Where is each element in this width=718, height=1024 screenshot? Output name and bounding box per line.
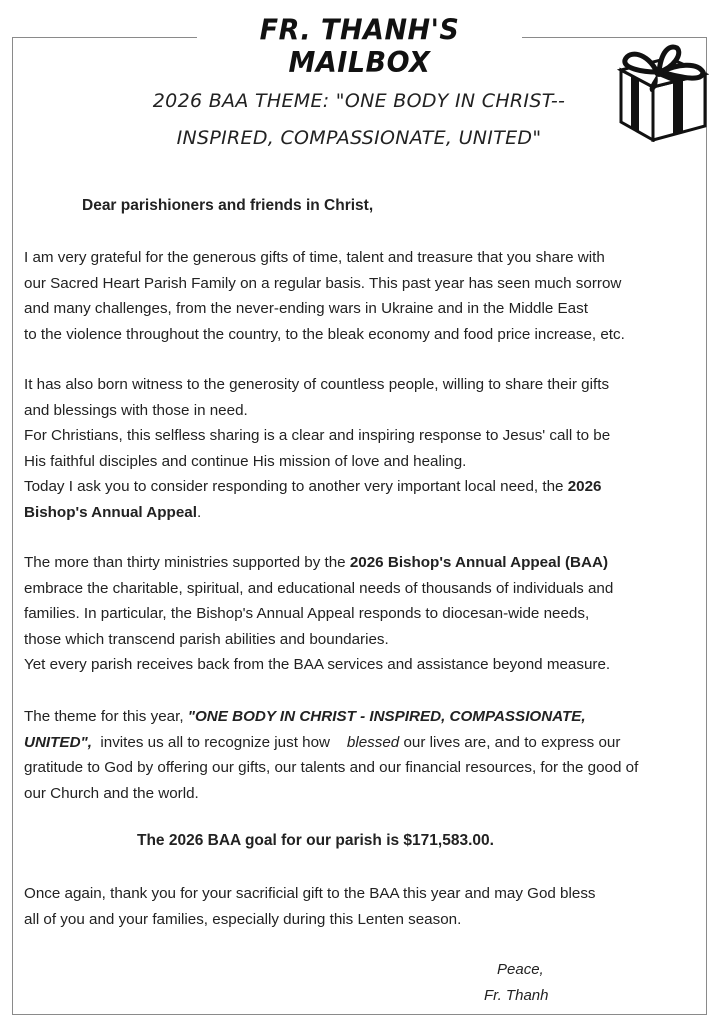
text-line: gratitude to God by offering our gifts, our talents and our financial resources, for the good of — [24, 759, 639, 776]
paragraph-2 — [24, 372, 704, 525]
text-line — [24, 704, 704, 730]
text-span: invites us all to recognize just how — [91, 733, 335, 751]
text-line: Yet every parish receives back from the BAA services and assistance beyond measure. — [24, 656, 611, 673]
masthead-title: FR. THANH'S MAILBOX — [259, 14, 460, 80]
closing-paragraph — [24, 881, 704, 932]
bold-italic-span: UNITED", — [24, 733, 92, 751]
bold-span: 2026 — [567, 478, 602, 495]
text-line — [24, 500, 704, 526]
greeting: Dear parishioners and friends in Christ, — [82, 197, 374, 214]
italic-span: blessed — [346, 733, 400, 751]
text-line — [24, 730, 704, 756]
text-line — [24, 550, 704, 576]
text-span: our lives are, and to express our — [399, 733, 621, 751]
text-span: The more than thirty ministries supported by the — [24, 554, 350, 571]
text-span: Today I ask you to consider responding to another very important local need, the — [24, 478, 568, 495]
text-line: I am very grateful for the generous gifts of time, talent and treasure that you share with — [24, 249, 605, 266]
text-line: and blessings with those in need. — [24, 401, 248, 419]
text-line: our Church and the world. — [24, 784, 199, 802]
text-line: embrace the charitable, spiritual, and educational needs of thousands of individuals and — [24, 579, 614, 597]
theme-line-2: INSPIRED, COMPASSIONATE, UNITED" — [176, 127, 542, 149]
text-span: . — [196, 503, 202, 521]
signature-name: Fr. Thanh — [484, 987, 549, 1004]
parish-goal: The 2026 BAA goal for our parish is $171,583.00. — [137, 832, 494, 849]
text-line: It has also born witness to the generosity of countless people, willing to share their gifts — [24, 376, 610, 393]
text-line: and many challenges, from the never-ending wars in Ukraine and in the Middle East — [24, 300, 588, 317]
text-line: families. In particular, the Bishop's Annual Appeal responds to diocesan-wide needs, — [24, 605, 590, 622]
text-line: all of you and your families, especially during this Lenten season. — [24, 910, 462, 928]
text-line — [24, 474, 704, 500]
text-line: His faithful disciples and continue His mission of love and healing. — [24, 452, 467, 470]
paragraph-1 — [24, 245, 704, 347]
paragraph-4 — [24, 704, 704, 806]
text-line: our Sacred Heart Parish Family on a regular basis. This past year has seen much sorrow — [24, 274, 622, 292]
text-line: Once again, thank you for your sacrificial gift to the BAA this year and may God bless — [24, 885, 596, 902]
bold-italic-span: "ONE BODY IN CHRIST - INSPIRED, COMPASSIONATE, — [187, 708, 586, 725]
text-line: For Christians, this selfless sharing is a clear and inspiring response to Jesus' call to be — [24, 427, 611, 444]
bold-span: 2026 Bishop's Annual Appeal (BAA) — [349, 554, 609, 571]
text-line: those which transcend parish abilities and boundaries. — [24, 630, 389, 648]
text-span: The theme for this year, — [24, 708, 188, 725]
bold-span: Bishop's Annual Appeal — [24, 503, 197, 521]
letter-frame — [12, 37, 707, 1015]
text-line: to the violence throughout the country, to the bleak economy and food price increase, etc. — [24, 325, 625, 343]
paragraph-3 — [24, 550, 704, 678]
theme-line-1: 2026 BAA THEME: "ONE BODY IN CHRIST-- — [152, 90, 566, 112]
signature-peace: Peace, — [497, 961, 544, 978]
